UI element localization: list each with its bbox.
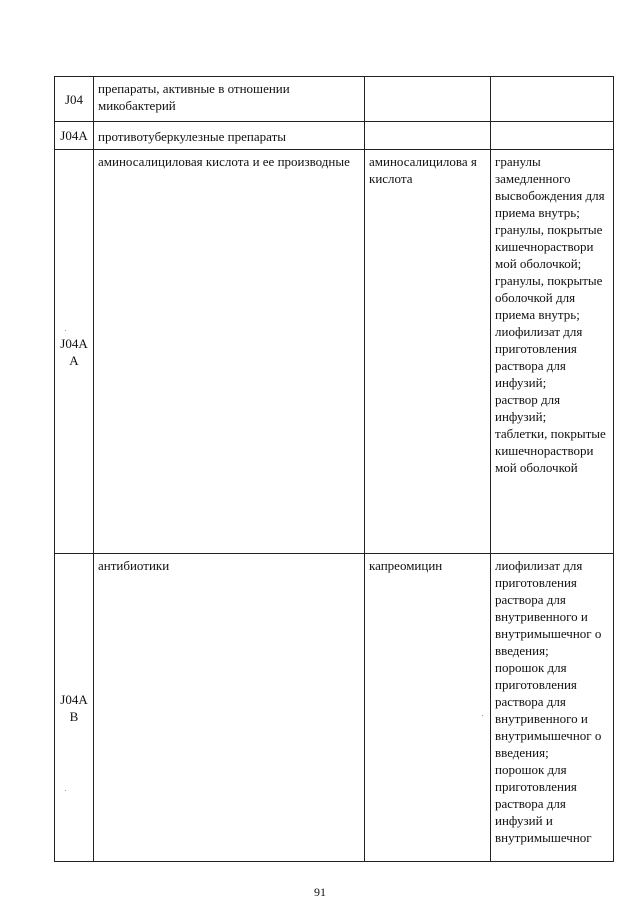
dosage-form-list	[495, 153, 610, 476]
table-row	[55, 122, 614, 150]
substance-name: аминосалицилова я кислота	[369, 154, 477, 186]
atc-code-cell	[55, 77, 94, 122]
table-row	[55, 150, 614, 554]
atc-code-cell	[55, 554, 94, 862]
atc-code-cell	[55, 150, 94, 554]
forms-cell	[491, 150, 614, 554]
group-name: антибиотики	[98, 558, 170, 573]
substance-cell	[365, 77, 491, 122]
substance-cell	[365, 150, 491, 554]
dosage-form: порошок для приготовления раствора для внутривенного и внутримышечног о введения;	[495, 660, 602, 760]
atc-code: J04A B	[60, 691, 88, 724]
table-row	[55, 77, 614, 122]
scan-speck	[482, 715, 483, 716]
drug-list-table	[54, 76, 614, 862]
dosage-form: гранулы замедленного высвобождения для приема внутрь;	[495, 154, 605, 220]
dosage-form-list	[495, 557, 610, 846]
substance-name: капреомицин	[369, 558, 443, 573]
group-cell	[94, 122, 365, 150]
forms-cell	[491, 122, 614, 150]
dosage-form: таблетки, покрытые кишечнораствори мой оболочкой	[495, 426, 606, 475]
group-cell	[94, 77, 365, 122]
dosage-form: гранулы, покрытые оболочкой для приема внутрь;	[495, 273, 603, 322]
scan-speck	[65, 790, 66, 791]
group-name: аминосалициловая кислота и ее производные	[98, 154, 350, 169]
substance-cell	[365, 554, 491, 862]
forms-cell	[491, 77, 614, 122]
dosage-form: гранулы, покрытые кишечнораствори мой оболочкой;	[495, 222, 603, 271]
dosage-form: лиофилизат для приготовления раствора для инфузий;	[495, 324, 583, 390]
forms-cell	[491, 554, 614, 862]
group-name: противотуберкулезные препараты	[98, 128, 286, 144]
dosage-form: раствор для инфузий;	[495, 392, 561, 424]
atc-code: J04	[64, 91, 84, 107]
page-number: 91	[314, 885, 326, 899]
atc-code: J04A	[60, 128, 88, 143]
group-name: препараты, активные в отношении микобактерий	[98, 81, 290, 113]
atc-code: J04A A	[60, 335, 88, 368]
dosage-form: лиофилизат для приготовления раствора для внутривенного и внутримышечног о введения;	[495, 558, 602, 658]
substance-cell	[365, 122, 491, 150]
dosage-form: порошок для приготовления раствора для инфузий и внутримышечног	[495, 762, 592, 845]
scan-speck	[65, 330, 66, 331]
atc-code-cell	[55, 122, 94, 150]
group-cell	[94, 554, 365, 862]
table-row	[55, 554, 614, 862]
group-cell	[94, 150, 365, 554]
